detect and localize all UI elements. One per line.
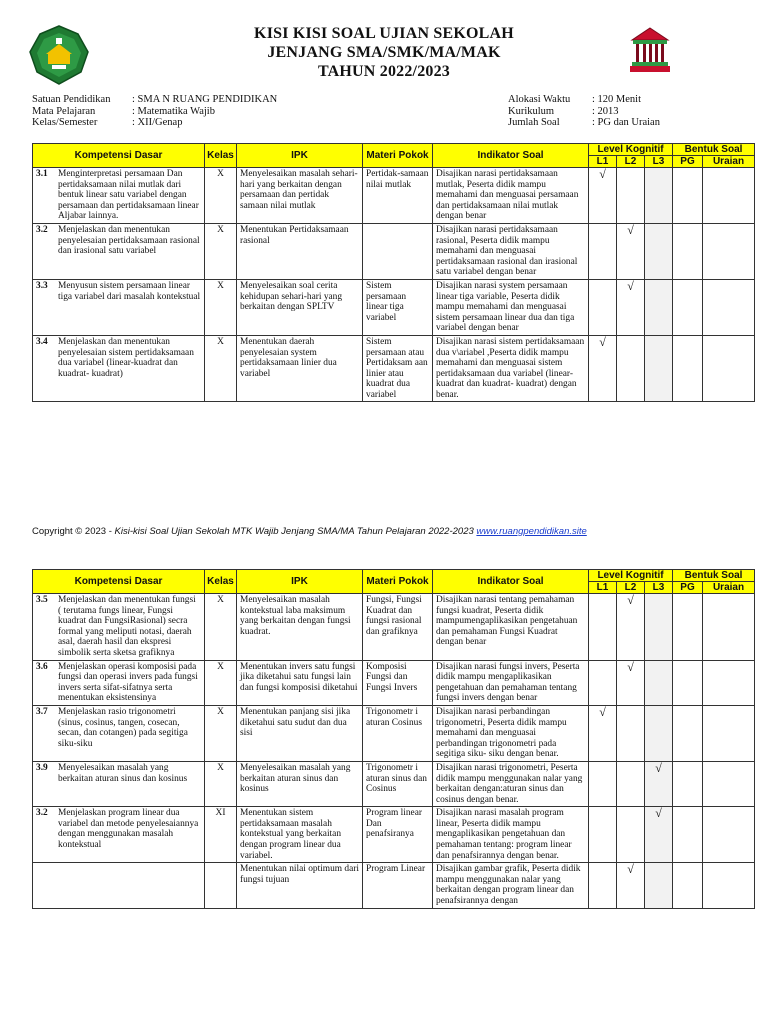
cell-pg xyxy=(673,660,703,705)
kisi-table-1 xyxy=(32,143,755,402)
table-row xyxy=(33,594,755,661)
cell-kompetensi-dasar xyxy=(33,279,205,335)
header-indikator-soal: Indikator Soal xyxy=(433,144,589,168)
cell-uraian xyxy=(703,335,755,402)
cell-uraian xyxy=(703,223,755,279)
cell-kompetensi-dasar xyxy=(33,807,205,863)
cell-level-l2 xyxy=(617,761,645,806)
meta-row xyxy=(508,117,660,129)
table-body xyxy=(33,594,755,909)
cell-indikator-soal: Disajikan narasi fungsi invers, Peserta didik mampu mengaplikasikan pengetahuan dan pemahaman tentang fungsi invers dengan benar xyxy=(433,660,589,705)
meta-row xyxy=(32,106,277,118)
cell-pg xyxy=(673,279,703,335)
cell-materi-pokok: Pertidak-samaan nilai mutlak xyxy=(363,168,433,224)
checkmark-icon: √ xyxy=(599,167,606,181)
cell-kompetensi-dasar xyxy=(33,863,205,908)
cell-materi-pokok: Program linear Dan penafsiranya xyxy=(363,807,433,863)
kd-text: Menjelaskan rasio trigonometri (sinus, cosinus, tangen, cosecan, secan, dan cotangen) pada segitiga siku-siku xyxy=(58,706,188,749)
cell-indikator-soal: Disajikan narasi pertidaksamaan mutlak, Peserta didik mampu memahami dan menguasai persamaan dan pertidaksamaan nilai mutlak dengan benar xyxy=(433,168,589,224)
meta-row xyxy=(32,117,277,129)
cell-level-l3 xyxy=(645,335,673,402)
cell-ipk: Menentukan nilai optimum dari fungsi tujuan xyxy=(237,863,363,908)
cell-kelas: X xyxy=(205,168,237,224)
cell-materi-pokok: Komposisi Fungsi dan Fungsi Invers xyxy=(363,660,433,705)
cell-level-l2 xyxy=(617,807,645,863)
kd-number: 3.9 xyxy=(36,762,48,773)
kd-text: Menjelaskan operasi komposisi pada fungsi dan operasi invers pada fungsi invers serta sifat-sifatnya serta menentukan eksistensinya xyxy=(58,661,198,704)
cell-indikator-soal: Disajikan narasi trigonometri, Peserta didik mampu menggunakan nalar yang berkaitan dengan:aturan sinus dan cosinus dengan benar. xyxy=(433,761,589,806)
header-materi-pokok: Materi Pokok xyxy=(363,144,433,168)
meta-row xyxy=(508,94,660,106)
cell-kelas: X xyxy=(205,761,237,806)
cell-level-l1 xyxy=(589,863,617,908)
cell-kompetensi-dasar xyxy=(33,335,205,402)
cell-uraian xyxy=(703,594,755,661)
kd-text: Menjelaskan program linear dua variabel dan metode penyelesaiannya dengan menggunakan masalah kontekstual xyxy=(58,808,199,851)
cell-level-l2 xyxy=(617,335,645,402)
table-row xyxy=(33,660,755,705)
cell-level-l3 xyxy=(645,279,673,335)
cell-kelas: X xyxy=(205,705,237,761)
cell-materi-pokok: Trigonometr i aturan Cosinus xyxy=(363,705,433,761)
cell-level-l1 xyxy=(589,761,617,806)
cell-ipk: Menentukan panjang sisi jika diketahui satu sudut dan dua sisi xyxy=(237,705,363,761)
cell-uraian xyxy=(703,279,755,335)
cell-kelas: X xyxy=(205,660,237,705)
header-uraian: Uraian xyxy=(703,582,755,594)
cell-level-l2 xyxy=(617,168,645,224)
cell-kelas: X xyxy=(205,279,237,335)
header-materi-pokok: Materi Pokok xyxy=(363,570,433,594)
cell-level-l1 xyxy=(589,223,617,279)
cell-ipk: Menentukan sistem pertidaksamaan masalah kontekstual yang berkaitan dengan program linear dua variabel. xyxy=(237,807,363,863)
cell-materi-pokok: Sistem persamaan linear tiga variabel xyxy=(363,279,433,335)
meta-value: : Matematika Wajib xyxy=(132,105,215,117)
header-level-kognitif: Level Kognitif xyxy=(589,144,673,156)
table-row xyxy=(33,705,755,761)
meta-value: : 120 Menit xyxy=(592,94,641,105)
cell-indikator-soal: Disajikan narasi sistem pertidaksamaan dua v\ariabel ,Peserta didik mampu memahami dan menguasai sistem pertidaksamaan dua variabel (linear-kuadrat dan kuadrat- kuadrat) dengan benar. xyxy=(433,335,589,402)
cell-kompetensi-dasar xyxy=(33,594,205,661)
cell-uraian xyxy=(703,168,755,224)
cell-uraian xyxy=(703,863,755,908)
meta-value: : XII/Genap xyxy=(132,117,183,128)
header-kelas: Kelas xyxy=(205,144,237,168)
checkmark-icon: √ xyxy=(627,279,634,293)
cell-kelas xyxy=(205,863,237,908)
cell-ipk: Menentukan daerah penyelesaian system pertidaksamaan linier dua variabel xyxy=(237,335,363,402)
checkmark-icon: √ xyxy=(599,705,606,719)
cell-materi-pokok xyxy=(363,223,433,279)
cell-level-l3 xyxy=(645,863,673,908)
meta-label: Mata Pelajaran xyxy=(32,105,96,117)
checkmark-icon: √ xyxy=(599,335,606,349)
header-level-kognitif: Level Kognitif xyxy=(589,570,673,582)
cell-level-l3 xyxy=(645,705,673,761)
table-header xyxy=(33,144,755,168)
cell-kompetensi-dasar xyxy=(33,761,205,806)
cell-level-l1 xyxy=(589,807,617,863)
cell-pg xyxy=(673,807,703,863)
meta-label: Satuan Pendidikan xyxy=(32,94,111,105)
cell-indikator-soal: Disajikan narasi masalah program linear, Peserta didik mampu mengaplikasikan pengetahuan dan pemahaman tentang: program linear dan penafsirannya dengan benar. xyxy=(433,807,589,863)
meta-label: Kelas/Semester xyxy=(32,117,98,128)
cell-uraian xyxy=(703,807,755,863)
table-row xyxy=(33,863,755,908)
kd-number: 3.7 xyxy=(36,706,48,717)
cell-indikator-soal: Disajikan narasi system persamaan linear tiga variable, Peserta didik mampu memahami dan menguasai sistem persamaan linear dua dan tiga variabel dengan benar xyxy=(433,279,589,335)
cell-pg xyxy=(673,705,703,761)
header-ipk: IPK xyxy=(237,144,363,168)
kd-number: 3.5 xyxy=(36,595,48,605)
table-row xyxy=(33,168,755,224)
cell-level-l1 xyxy=(589,660,617,705)
kd-text: Menjelaskan dan menentukan fungsi ( terutama fungs linear, Fungsi kuadrat dan FungsiRasional) secra formal yang meliputi notasi, daerah asal, daerah hasil dan ekspresi simbolik serta sketsa grafiknya xyxy=(58,595,196,658)
cell-level-l3 xyxy=(645,807,673,863)
cell-level-l2 xyxy=(617,279,645,335)
table-row xyxy=(33,335,755,402)
cell-uraian xyxy=(703,705,755,761)
cell-level-l1 xyxy=(589,594,617,661)
header-bentuk-soal: Bentuk Soal xyxy=(673,570,755,582)
checkmark-icon: √ xyxy=(655,806,662,821)
checkmark-icon: √ xyxy=(627,593,634,607)
cell-ipk: Menentukan invers satu fungsi jika diketahui satu fungsi lain dan fungsi komposisi diketahui xyxy=(237,660,363,705)
cell-kelas: XI xyxy=(205,807,237,863)
cell-pg xyxy=(673,223,703,279)
meta-label: Alokasi Waktu xyxy=(508,94,571,105)
checkmark-icon: √ xyxy=(627,862,634,877)
kd-number: 3.1 xyxy=(36,169,48,179)
cell-ipk: Menyelesaikan masalah yang berkaitan aturan sinus dan kosinus xyxy=(237,761,363,806)
header-l1: L1 xyxy=(589,582,617,594)
cell-level-l2 xyxy=(617,705,645,761)
header-kompetensi-dasar: Kompetensi Dasar xyxy=(33,144,205,168)
table-row xyxy=(33,223,755,279)
cell-pg xyxy=(673,761,703,806)
cell-level-l3 xyxy=(645,594,673,661)
header-ipk: IPK xyxy=(237,570,363,594)
cell-pg xyxy=(673,335,703,402)
cell-materi-pokok: Sistem persamaan atau Pertidaksam aan linier atau kuadrat dua variabel xyxy=(363,335,433,402)
cell-materi-pokok: Trigonometr i aturan sinus dan Cosinus xyxy=(363,761,433,806)
cell-kelas: X xyxy=(205,335,237,402)
kd-number: 3.2 xyxy=(36,808,48,819)
kd-text: Menginterpretasi persamaan Dan pertidaksamaan nilai mutlak dari bentuk linear satu variabel dengan persamaan dan pertidaksamaan linear Aljabar lainnya. xyxy=(58,169,199,222)
copyright-line xyxy=(32,526,587,537)
header-pg: PG xyxy=(673,582,703,594)
cell-level-l3 xyxy=(645,761,673,806)
header-indikator-soal: Indikator Soal xyxy=(433,570,589,594)
cell-pg xyxy=(673,594,703,661)
kd-text: Menyelesaikan masalah yang berkaitan aturan sinus dan kosinus xyxy=(58,762,188,784)
cell-kompetensi-dasar xyxy=(33,223,205,279)
cell-kelas: X xyxy=(205,594,237,661)
meta-value: : SMA N RUANG PENDIDIKAN xyxy=(132,94,278,105)
website-link[interactable]: www.ruangpendidikan.site xyxy=(476,526,587,537)
cell-indikator-soal: Disajikan narasi pertidaksamaan rasional, Peserta didik mampu memahami dan menguasai pertidaksamaan rasional dan irasional satu variabel dengan benar xyxy=(433,223,589,279)
meta-label: Kurikulum xyxy=(508,105,555,117)
cell-kompetensi-dasar xyxy=(33,705,205,761)
cell-indikator-soal: Disajikan narasi perbandingan trigonometri, Peserta didik mampu memahami dan menguasai perbandingan trigonometri pada segitiga siku- siku dengan benar. xyxy=(433,705,589,761)
cell-level-l1 xyxy=(589,279,617,335)
kd-number: 3.4 xyxy=(36,336,48,347)
cell-level-l2 xyxy=(617,223,645,279)
cell-ipk: Menyelesaikan masalah sehari-hari yang berkaitan dengan persamaan dan pertidak samaan nilai mutlak xyxy=(237,168,363,224)
cell-level-l3 xyxy=(645,660,673,705)
checkmark-icon: √ xyxy=(627,223,634,237)
header-pg: PG xyxy=(673,156,703,168)
doc-title-line2: JENJANG SMA/SMK/MA/MAK xyxy=(267,44,501,61)
cell-ipk: Menyelesaikan masalah kontekstual laba maksimum yang berkaitan dengan fungsi kuadrat. xyxy=(237,594,363,661)
checkmark-icon: √ xyxy=(655,761,662,775)
cell-level-l2 xyxy=(617,594,645,661)
cell-level-l3 xyxy=(645,168,673,224)
kd-text: Menyusun sistem persamaan linear tiga variabel dari masalah kontekstual xyxy=(58,280,201,302)
kisi-table-2 xyxy=(32,569,755,909)
cell-ipk: Menentukan Pertidaksamaan rasional xyxy=(237,223,363,279)
cell-level-l3 xyxy=(645,223,673,279)
school-building-logo-icon xyxy=(628,26,672,76)
header-kompetensi-dasar: Kompetensi Dasar xyxy=(33,570,205,594)
meta-value: : PG dan Uraian xyxy=(592,117,660,128)
cell-kompetensi-dasar xyxy=(33,660,205,705)
cell-indikator-soal: Disajikan gambar grafik, Peserta didik mampu menggunakan nalar yang berkaitan dengan program linear dan penafsirannya dengan xyxy=(433,863,589,908)
copyright-text: Kisi-kisi Soal Ujian Sekolah MTK Wajib Jenjang SMA/MA Tahun Pelajaran 2022-2023 xyxy=(114,526,477,537)
checkmark-icon: √ xyxy=(627,660,634,674)
cell-level-l1 xyxy=(589,335,617,402)
table-row xyxy=(33,279,755,335)
cell-level-l2 xyxy=(617,863,645,908)
header-l2: L2 xyxy=(617,582,645,594)
doc-title-line3: TAHUN 2022/2023 xyxy=(317,63,451,80)
kd-number: 3.2 xyxy=(36,224,48,235)
meta-row xyxy=(32,94,277,106)
meta-right-block xyxy=(508,94,660,129)
kd-number: 3.6 xyxy=(36,661,48,672)
cell-level-l1 xyxy=(589,705,617,761)
meta-row xyxy=(508,106,660,118)
kd-number: 3.3 xyxy=(36,280,48,291)
header-l1: L1 xyxy=(589,156,617,168)
cell-uraian xyxy=(703,660,755,705)
table-header xyxy=(33,570,755,594)
meta-left-block xyxy=(32,94,277,129)
meta-label: Jumlah Soal xyxy=(508,117,560,128)
header-l2: L2 xyxy=(617,156,645,168)
table-row xyxy=(33,761,755,806)
header-l3: L3 xyxy=(645,156,673,168)
cell-materi-pokok: Fungsi, Fungsi Kuadrat dan fungsi rasional dan grafiknya xyxy=(363,594,433,661)
header-uraian: Uraian xyxy=(703,156,755,168)
table-row xyxy=(33,807,755,863)
cell-level-l2 xyxy=(617,660,645,705)
cell-kelas: X xyxy=(205,223,237,279)
cell-pg xyxy=(673,168,703,224)
ministry-logo-icon xyxy=(26,24,92,86)
meta-value: : 2013 xyxy=(592,105,619,117)
copyright-prefix: Copyright © 2023 - xyxy=(32,526,115,537)
cell-indikator-soal: Disajikan narasi tentang pemahaman fungsi kuadrat, Peserta didik mampumengaplikasikan pengetahuan dan pemahaman Fungsi Kuadrat dengan benar xyxy=(433,594,589,661)
cell-uraian xyxy=(703,761,755,806)
kd-text: Menjelaskan dan menentukan penyelesaian pertidaksamaan rasional dan irasional satu variabel xyxy=(58,224,200,257)
header-bentuk-soal: Bentuk Soal xyxy=(673,144,755,156)
table-body xyxy=(33,168,755,402)
cell-ipk: Menyelesaikan soal cerita kehidupan sehari-hari yang berkaitan dengan SPLTV xyxy=(237,279,363,335)
cell-kompetensi-dasar xyxy=(33,168,205,224)
doc-title-line1: KISI KISI SOAL UJIAN SEKOLAH xyxy=(254,25,514,42)
kd-text: Menjelaskan dan menentukan penyelesaian sistem pertidaksamaan dua variabel (linear-kuadrat dan kuadrat- kuadrat) xyxy=(58,336,194,379)
header-l3: L3 xyxy=(645,582,673,594)
cell-materi-pokok: Program Linear xyxy=(363,863,433,908)
cell-pg xyxy=(673,863,703,908)
header-kelas: Kelas xyxy=(205,570,237,594)
cell-level-l1 xyxy=(589,168,617,224)
